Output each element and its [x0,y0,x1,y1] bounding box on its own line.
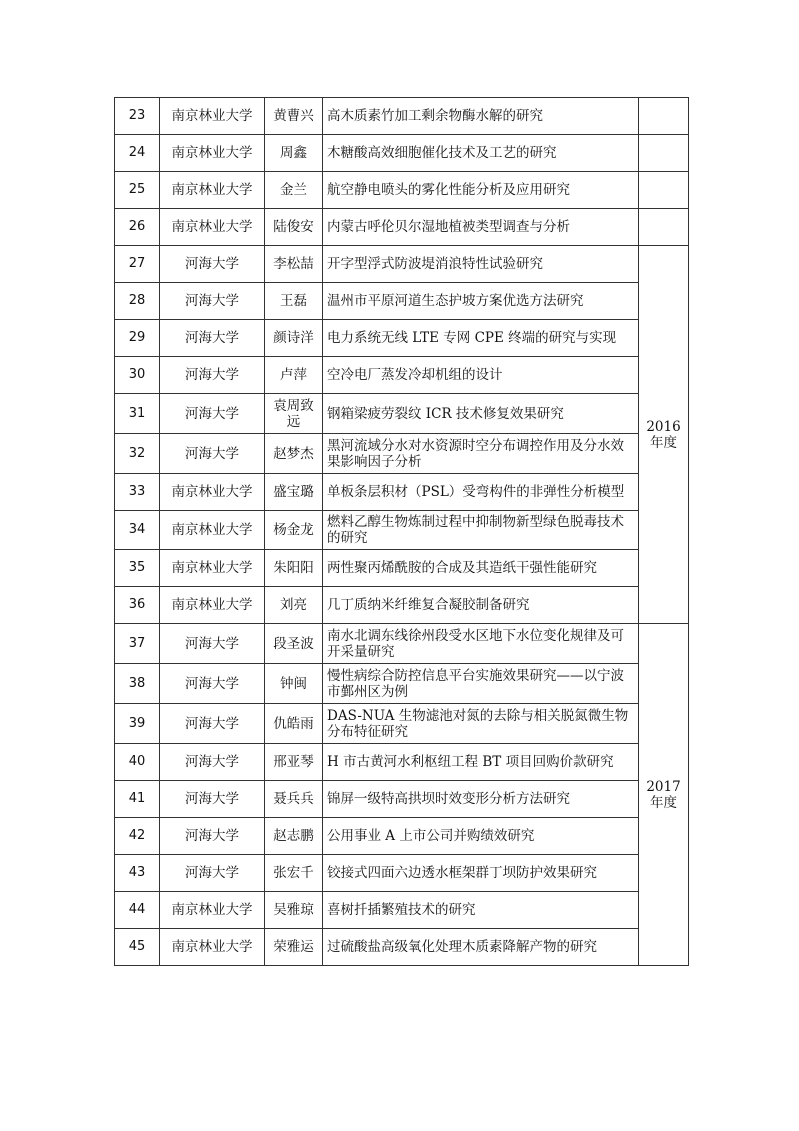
year-cell-2017 [639,624,689,966]
table-row [115,434,689,474]
row-number: 45 [115,929,160,966]
table-row [115,511,689,550]
project-title-cell: 过硫酸盐高级氧化处理木质素降解产物的研究 [323,929,639,966]
institution-cell: 河海大学 [160,357,265,394]
row-number: 38 [115,664,160,704]
institution-cell: 南京林业大学 [160,209,265,246]
institution-cell: 南京林业大学 [160,511,265,550]
person-name-cell: 荣雅运 [265,929,323,966]
table-row [115,474,689,511]
row-number: 28 [115,283,160,320]
row-number: 27 [115,246,160,283]
institution-cell: 河海大学 [160,855,265,892]
year-cell-blank [639,172,689,209]
institution-cell: 河海大学 [160,394,265,434]
institution-cell: 南京林业大学 [160,474,265,511]
year-number: 2017 [646,778,681,795]
project-title-cell: 航空静电喷头的雾化性能分析及应用研究 [323,172,639,209]
project-title-cell: 公用事业 A 上市公司并购绩效研究 [323,818,639,855]
institution-cell: 河海大学 [160,320,265,357]
project-title-cell: 空冷电厂蒸发冷却机组的设计 [323,357,639,394]
table-row [115,135,689,172]
table-row [115,892,689,929]
table-row [115,172,689,209]
institution-cell: 南京林业大学 [160,892,265,929]
table-row [115,209,689,246]
institution-cell: 河海大学 [160,818,265,855]
row-number: 29 [115,320,160,357]
project-title-cell: 温州市平原河道生态护坡方案优选方法研究 [323,283,639,320]
row-number: 36 [115,587,160,624]
project-title-cell: 喜树扦插繁殖技术的研究 [323,892,639,929]
person-name-cell: 袁周致远 [265,394,323,434]
table-row [115,929,689,966]
table-row [115,855,689,892]
award-table [114,97,689,966]
project-title-cell: 黑河流域分水对水资源时空分布调控作用及分水效果影响因子分析 [323,434,639,474]
institution-cell: 南京林业大学 [160,550,265,587]
person-name-cell: 盛宝璐 [265,474,323,511]
table-row [115,704,689,744]
project-title-cell: 内蒙古呼伦贝尔湿地植被类型调查与分析 [323,209,639,246]
person-name-cell: 段圣波 [265,624,323,664]
institution-cell: 河海大学 [160,434,265,474]
project-title-cell: 开字型浮式防波堤消浪特性试验研究 [323,246,639,283]
person-name-cell: 邢亚琴 [265,744,323,781]
year-label: 年度 [650,794,677,811]
person-name-cell: 卢萍 [265,357,323,394]
person-name-cell: 朱阳阳 [265,550,323,587]
person-name-cell: 黄曹兴 [265,98,323,135]
row-number: 24 [115,135,160,172]
table-row [115,394,689,434]
year-cell-2016 [639,246,689,624]
table-row [115,744,689,781]
institution-cell: 河海大学 [160,744,265,781]
row-number: 37 [115,624,160,664]
person-name-cell: 张宏千 [265,855,323,892]
project-title-cell: 两性聚丙烯酰胺的合成及其造纸干强性能研究 [323,550,639,587]
person-name-cell: 李松喆 [265,246,323,283]
row-number: 23 [115,98,160,135]
institution-cell: 南京林业大学 [160,98,265,135]
year-cell-blank [639,98,689,135]
row-number: 33 [115,474,160,511]
person-name-cell: 聂兵兵 [265,781,323,818]
year-cell-blank [639,135,689,172]
year-number: 2016 [646,418,681,435]
institution-cell: 南京林业大学 [160,929,265,966]
institution-cell: 河海大学 [160,704,265,744]
project-title-cell: 木糖酸高效细胞催化技术及工艺的研究 [323,135,639,172]
institution-cell: 南京林业大学 [160,135,265,172]
row-number: 30 [115,357,160,394]
institution-cell: 河海大学 [160,781,265,818]
project-title-cell: 高木质素竹加工剩余物酶水解的研究 [323,98,639,135]
person-name-cell: 赵志鹏 [265,818,323,855]
person-name-cell: 刘亮 [265,587,323,624]
row-number: 35 [115,550,160,587]
table-row [115,246,689,283]
institution-cell: 南京林业大学 [160,587,265,624]
year-label: 年度 [650,434,677,451]
table-row [115,357,689,394]
institution-cell: 河海大学 [160,283,265,320]
institution-cell: 河海大学 [160,624,265,664]
year-cell-blank [639,209,689,246]
table-row [115,818,689,855]
row-number: 32 [115,434,160,474]
person-name-cell: 赵梦杰 [265,434,323,474]
institution-cell: 河海大学 [160,664,265,704]
project-title-cell: 电力系统无线 LTE 专网 CPE 终端的研究与实现 [323,320,639,357]
person-name-cell: 仇皓雨 [265,704,323,744]
row-number: 26 [115,209,160,246]
person-name-cell: 吴雅琼 [265,892,323,929]
person-name-cell: 钟闽 [265,664,323,704]
table-row [115,781,689,818]
person-name-cell: 王磊 [265,283,323,320]
row-number: 31 [115,394,160,434]
project-title-cell: DAS-NUA 生物滤池对氮的去除与相关脱氮微生物分布特征研究 [323,704,639,744]
row-number: 25 [115,172,160,209]
project-title-cell: 铰接式四面六边透水框架群丁坝防护效果研究 [323,855,639,892]
project-title-cell: 几丁质纳米纤维复合凝胶制备研究 [323,587,639,624]
table-row [115,550,689,587]
project-title-cell: 燃料乙醇生物炼制过程中抑制物新型绿色脱毒技术的研究 [323,511,639,550]
row-number: 44 [115,892,160,929]
project-title-cell: 南水北调东线徐州段受水区地下水位变化规律及可开采量研究 [323,624,639,664]
table-row [115,98,689,135]
project-title-cell: H 市古黄河水利枢纽工程 BT 项目回购价款研究 [323,744,639,781]
table-row [115,320,689,357]
row-number: 43 [115,855,160,892]
row-number: 39 [115,704,160,744]
row-number: 42 [115,818,160,855]
table-row [115,283,689,320]
person-name-cell: 陆俊安 [265,209,323,246]
row-number: 40 [115,744,160,781]
person-name-cell: 颜诗洋 [265,320,323,357]
institution-cell: 南京林业大学 [160,172,265,209]
project-title-cell: 单板条层积材（PSL）受弯构件的非弹性分析模型 [323,474,639,511]
institution-cell: 河海大学 [160,246,265,283]
row-number: 41 [115,781,160,818]
table-row [115,624,689,664]
project-title-cell: 钢箱梁疲劳裂纹 ICR 技术修复效果研究 [323,394,639,434]
person-name-cell: 金兰 [265,172,323,209]
person-name-cell: 周鑫 [265,135,323,172]
person-name-cell: 杨金龙 [265,511,323,550]
table-row [115,664,689,704]
table-row [115,587,689,624]
row-number: 34 [115,511,160,550]
project-title-cell: 慢性病综合防控信息平台实施效果研究——以宁波市鄞州区为例 [323,664,639,704]
project-title-cell: 锦屏一级特高拱坝时效变形分析方法研究 [323,781,639,818]
